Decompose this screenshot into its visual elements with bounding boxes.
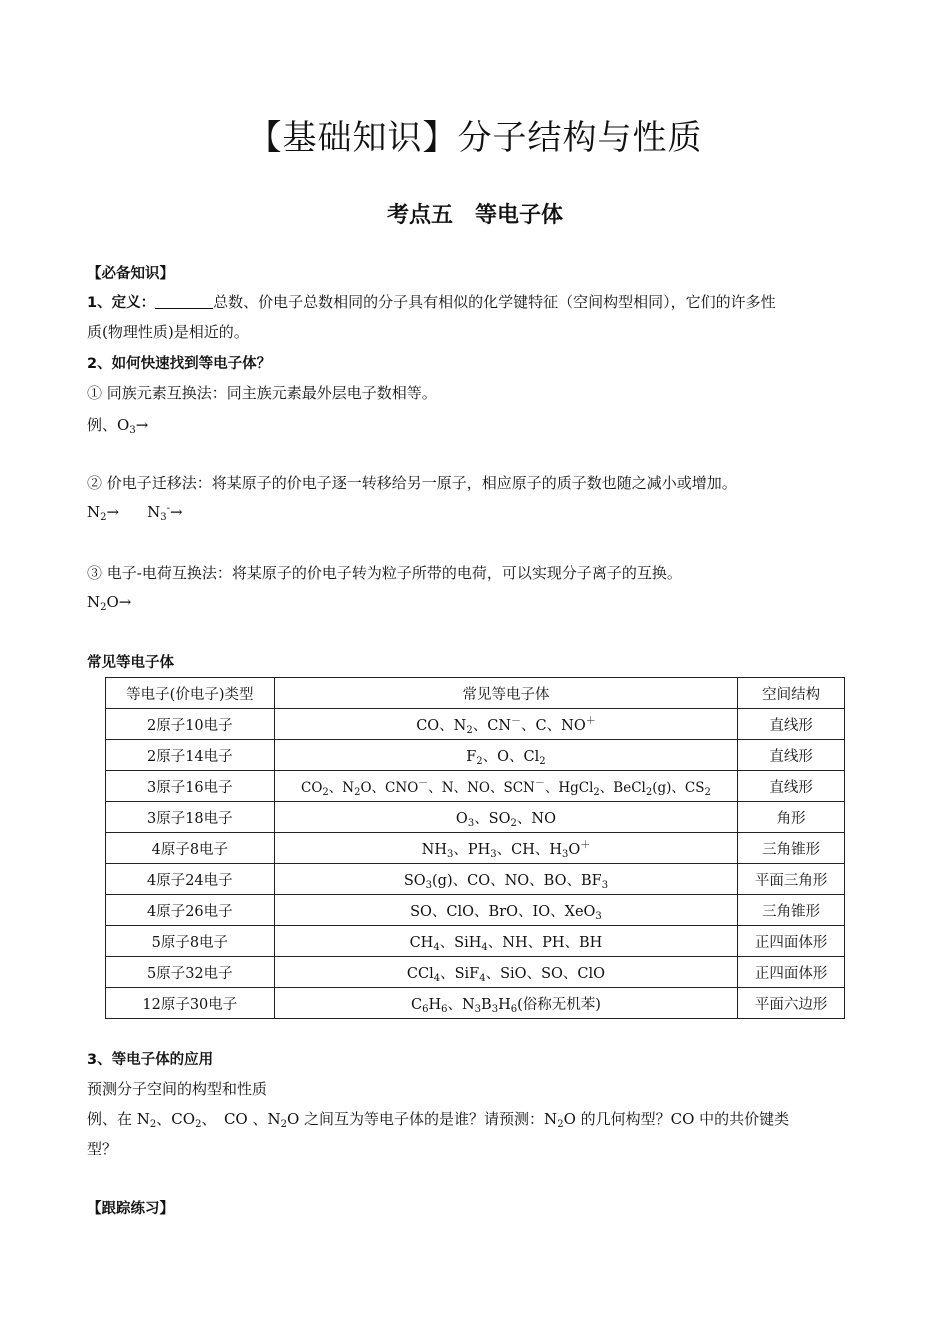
cell-shape: 平面六边形 xyxy=(738,988,845,1019)
cell-species: $C_6H_6$、$N_3B_3H_6$(俗称无机苯) xyxy=(274,988,738,1019)
how-to-find-heading: 2、如何快速找到等电子体？ xyxy=(87,356,272,372)
table-title: 常见等电子体 xyxy=(87,655,174,671)
method1-example: 例、$O_3\to$ xyxy=(87,416,149,436)
cell-species: $NH_3$、$PH_3$、CH、$H_3O^+$ xyxy=(274,833,738,864)
table-row xyxy=(106,833,845,864)
method3-example: $N_2O\to$ xyxy=(87,593,132,613)
application-example: 例、在 $N_2$、$CO_2$、 CO 、$N_2O$ 之间互为等电子体的是谁？请预测：$N_2O$ 的几何构型？CO 中的共价键类 xyxy=(87,1110,790,1130)
cell-species: SO、ClO、BrO、IO、XeO$_3$ xyxy=(274,895,738,926)
table-header-row xyxy=(106,678,845,709)
cell-species: $F_2$、O、$Cl_2$ xyxy=(274,740,738,771)
cell-species: $SO_3(g)$、CO、NO、BO、$BF_3$ xyxy=(274,864,738,895)
definition-text-continued: 质(物理性质)是相近的。 xyxy=(87,323,249,341)
cell-shape: 三角锥形 xyxy=(738,833,845,864)
method1-text: ① 同族元素互换法：同主族元素最外层电子数相等。 xyxy=(87,384,437,402)
header-species: 常见等电子体 xyxy=(274,678,738,709)
cell-type: 3原子16电子 xyxy=(106,771,275,802)
method3-text: ③ 电子-电荷互换法：将某原子的价电子转为粒子所带的电荷，可以实现分子离子的互换。 xyxy=(87,564,682,582)
fill-blank xyxy=(155,294,213,309)
cell-type: 3原子18电子 xyxy=(106,802,275,833)
cell-shape: 角形 xyxy=(738,802,845,833)
method2-example: $N_2\to N_3^-\to$ xyxy=(87,503,183,523)
cell-shape: 正四面体形 xyxy=(738,926,845,957)
table-row xyxy=(106,802,845,833)
cell-shape: 三角锥形 xyxy=(738,895,845,926)
cell-shape: 直线形 xyxy=(738,771,845,802)
section-subtitle: 考点五 等电子体 xyxy=(386,203,563,228)
cell-type: 2原子10电子 xyxy=(106,709,275,740)
definition-line xyxy=(87,291,776,312)
table-row xyxy=(106,957,845,988)
application-text: 预测分子空间的构型和性质 xyxy=(87,1080,268,1098)
required-knowledge-heading: 【必备知识】 xyxy=(87,266,174,282)
cell-type: 12原子30电子 xyxy=(106,988,275,1019)
application-example-continued: 型？ xyxy=(87,1140,118,1158)
cell-shape: 正四面体形 xyxy=(738,957,845,988)
cell-species: $O_3$、$SO_2$、NO xyxy=(274,802,738,833)
header-type: 等电子(价电子)类型 xyxy=(106,678,275,709)
cell-type: 4原子8电子 xyxy=(106,833,275,864)
cell-shape: 直线形 xyxy=(738,709,845,740)
table-row xyxy=(106,709,845,740)
definition-text: 总数、价电子总数相同的分子具有相似的化学键特征（空间构型相同），它们的许多性 xyxy=(213,293,776,311)
cell-type: 5原子8电子 xyxy=(106,926,275,957)
cell-shape: 直线形 xyxy=(738,740,845,771)
cell-type: 4原子24电子 xyxy=(106,864,275,895)
table-row xyxy=(106,895,845,926)
table-row xyxy=(106,771,845,802)
practice-heading: 【跟踪练习】 xyxy=(87,1201,174,1217)
header-shape: 空间结构 xyxy=(738,678,845,709)
document-title: 【基础知识】分子结构与性质 xyxy=(247,118,703,158)
cell-species: CO、$N_2$、CN－、C、NO＋ xyxy=(274,709,738,740)
table-row xyxy=(106,864,845,895)
cell-type: 5原子32电子 xyxy=(106,957,275,988)
isoelectronic-table xyxy=(105,677,845,1019)
definition-label: 1、定义： xyxy=(87,295,156,311)
table-row xyxy=(106,926,845,957)
cell-species: $CH_4$、SiH$_4$、NH、PH、BH xyxy=(274,926,738,957)
cell-shape: 平面三角形 xyxy=(738,864,845,895)
method2-text: ② 价电子迁移法：将某原子的价电子逐一转移给另一原子，相应原子的质子数也随之减小或增加。 xyxy=(87,474,737,492)
application-heading: 3、等电子体的应用 xyxy=(87,1052,214,1068)
cell-type: 4原子26电子 xyxy=(106,895,275,926)
cell-species: $CO_2$、$N_2O$、CNO－、N、NO、SCN－、HgCl$_2$、BeCl$_2$(g)、$CS_2$ xyxy=(274,771,738,802)
table-row xyxy=(106,740,845,771)
cell-species: CCl$_4$、SiF$_4$、SiO、SO、ClO xyxy=(274,957,738,988)
cell-type: 2原子14电子 xyxy=(106,740,275,771)
table-row xyxy=(106,988,845,1019)
